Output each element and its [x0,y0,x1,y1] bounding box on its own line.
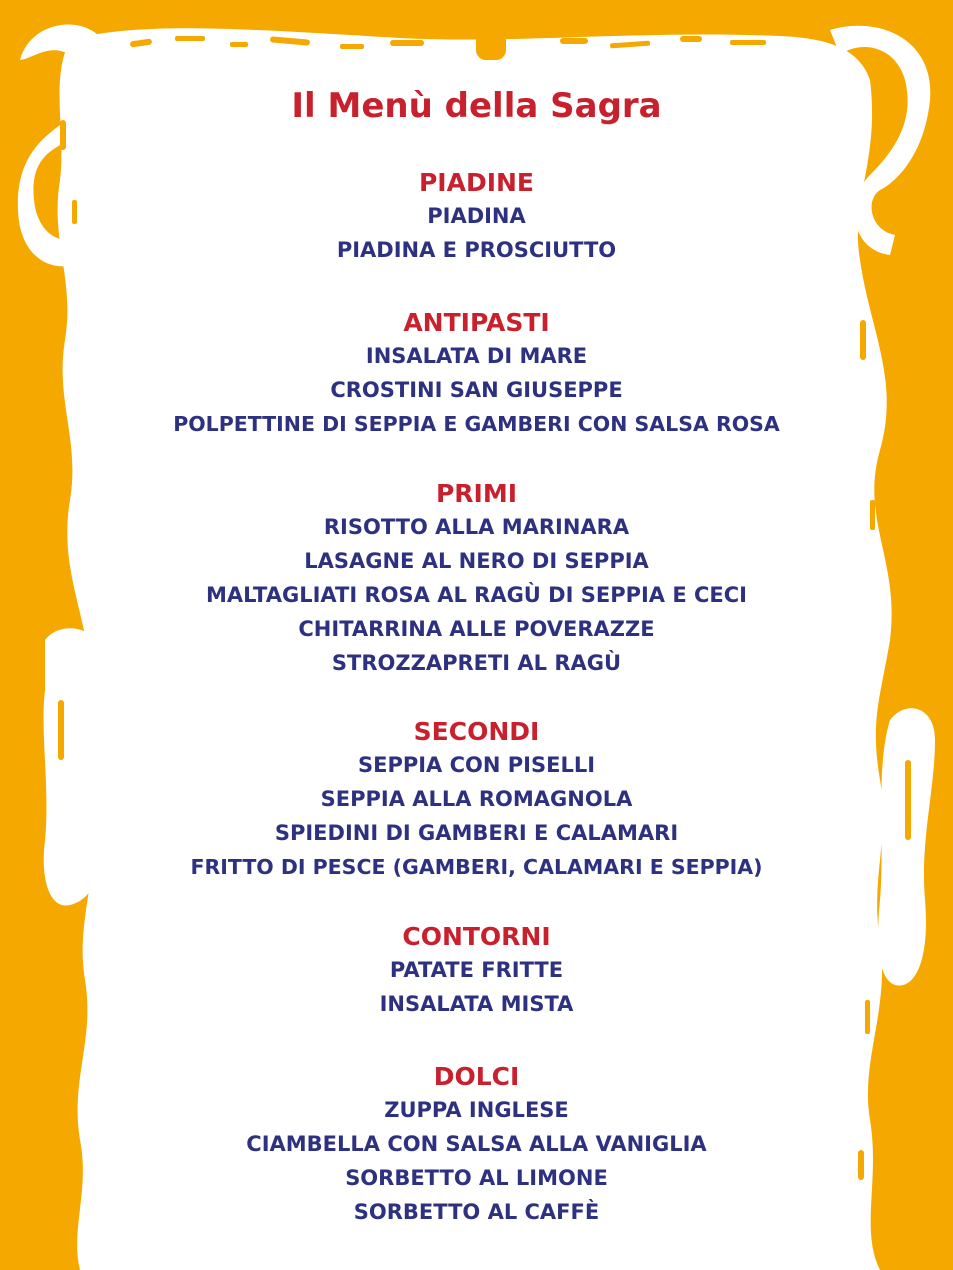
item-list [0,953,953,1021]
section-dolci [0,1061,953,1229]
menu-item: SORBETTO AL LIMONE [345,1166,608,1190]
menu-item: PIADINA [427,204,526,228]
section-heading: PRIMI [435,479,518,508]
section-heading: ANTIPASTI [403,308,550,337]
menu-item: LASAGNE AL NERO DI SEPPIA [304,549,649,573]
menu-item: POLPETTINE DI SEPPIA E GAMBERI CON SALSA ROSA [173,412,780,436]
item-list [0,510,953,680]
menu-item: CIAMBELLA CON SALSA ALLA VANIGLIA [246,1132,707,1156]
section-piadine [0,167,953,267]
section-heading: SECONDI [413,717,540,746]
section-heading: CONTORNI [402,922,551,951]
menu-item: INSALATA MISTA [379,992,574,1016]
menu-item: SORBETTO AL CAFFÈ [353,1200,600,1224]
item-list [0,199,953,267]
menu-item: CHITARRINA ALLE POVERAZZE [298,617,655,641]
section-heading: PIADINE [418,168,535,197]
item-list [0,1093,953,1229]
section-antipasti [0,307,953,441]
menu-item: INSALATA DI MARE [365,344,588,368]
menu-item: STROZZAPRETI AL RAGÙ [331,651,622,675]
menu-item: SEPPIA CON PISELLI [357,753,596,777]
section-secondi [0,716,953,884]
menu-item: SEPPIA ALLA ROMAGNOLA [320,787,633,811]
menu-item: PATATE FRITTE [389,958,564,982]
menu-item: CROSTINI SAN GIUSEPPE [330,378,623,402]
menu-item: SPIEDINI DI GAMBERI E CALAMARI [274,821,679,845]
menu-item: ZUPPA INGLESE [384,1098,569,1122]
menu-item: FRITTO DI PESCE (GAMBERI, CALAMARI E SEPPIA) [190,855,763,879]
item-list [0,339,953,441]
menu-item: RISOTTO ALLA MARINARA [323,515,630,539]
section-contorni [0,921,953,1021]
section-primi [0,478,953,680]
item-list [0,748,953,884]
menu-title: Il Menù della Sagra [291,86,662,126]
menu-item: PIADINA E PROSCIUTTO [336,238,617,262]
section-heading: DOLCI [433,1062,520,1091]
menu-item: MALTAGLIATI ROSA AL RAGÙ DI SEPPIA E CECI [205,583,747,607]
